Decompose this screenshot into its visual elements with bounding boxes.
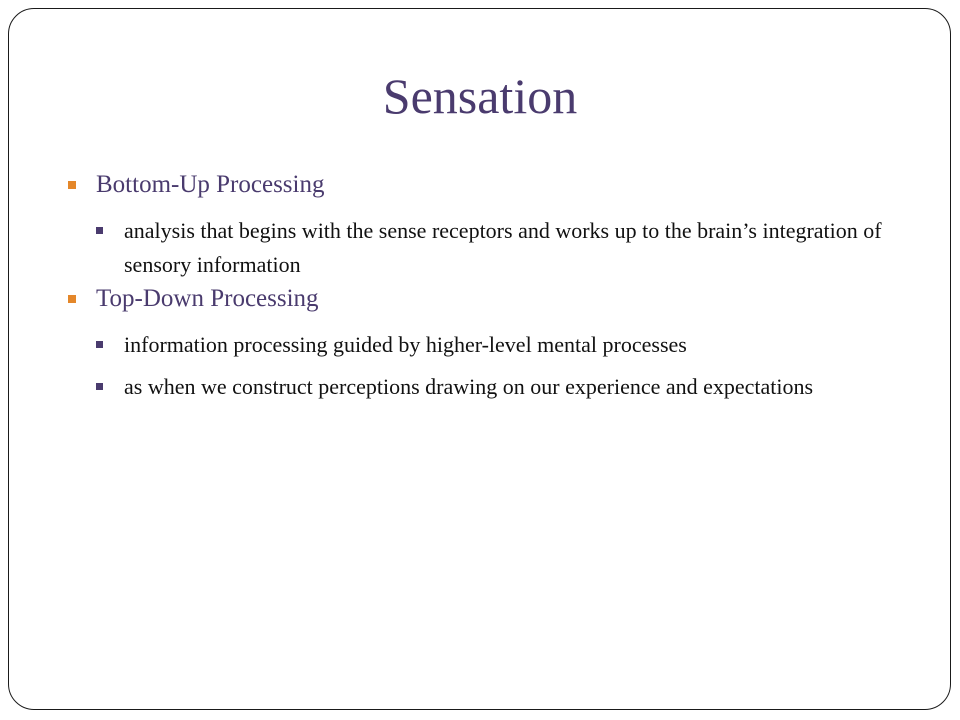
sub-bullet-text: information processing guided by higher-level mental processes [124,332,687,357]
bullet-heading: Bottom-Up Processing [96,171,325,198]
square-bullet-icon [68,295,76,303]
sub-bullet-text: as when we construct perceptions drawing on our experience and expectations [124,374,814,399]
bullet-heading: Top-Down Processing [96,285,319,312]
sub-bullet-text: analysis that begins with the sense receptors and works up to the brain’s integration of sensory information [124,218,882,277]
bullet-bottom-up [67,168,887,202]
sub-bullet [96,214,887,282]
square-bullet-icon [96,227,103,234]
sub-bullet [96,328,887,362]
square-bullet-icon [96,383,103,390]
square-bullet-icon [68,181,76,189]
slide-title: Sensation [382,68,578,124]
slide-body [67,168,887,404]
sub-bullet [96,370,887,404]
square-bullet-icon [96,341,103,348]
bullet-top-down [67,282,887,316]
